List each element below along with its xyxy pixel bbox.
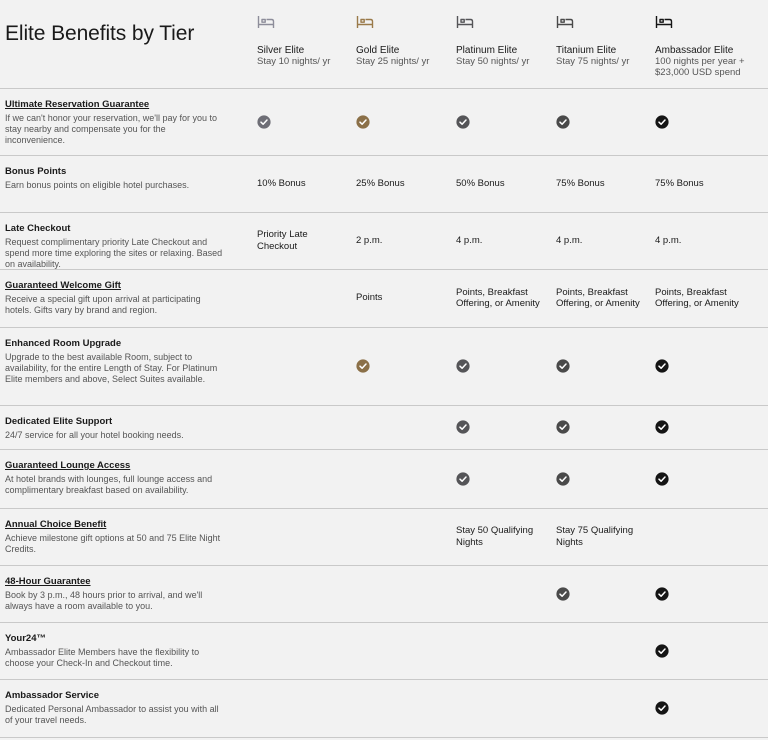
check-icon <box>655 472 669 486</box>
benefit-row <box>0 212 768 269</box>
benefit-row <box>0 622 768 679</box>
tier-requirement: Stay 75 nights/ yr <box>556 56 630 67</box>
check-icon <box>556 420 570 434</box>
benefit-value: 4 p.m. <box>556 234 583 246</box>
check-icon <box>456 420 470 434</box>
check-icon <box>655 587 669 601</box>
check-icon <box>556 472 570 486</box>
check-icon <box>456 115 470 129</box>
benefit-row <box>0 88 768 155</box>
benefit-title: Enhanced Room Upgrade <box>5 338 122 349</box>
benefit-value: Priority Late Checkout <box>257 229 308 252</box>
benefit-value: Stay 50 Qualifying Nights <box>456 525 534 548</box>
benefit-description: Upgrade to the best available Room, subject to availability, for the entire Length of Stay. For Platinum Elite members and above, Select Suites available. <box>5 352 218 384</box>
benefit-title: Bonus Points <box>5 166 67 177</box>
check-icon <box>356 115 370 129</box>
check-icon <box>655 420 669 434</box>
benefit-row <box>0 679 768 737</box>
tier-requirement: Stay 10 nights/ yr <box>257 56 331 67</box>
check-icon <box>655 359 669 373</box>
benefit-description: 24/7 service for all your hotel booking needs. <box>5 430 184 440</box>
benefit-title-link[interactable]: Guaranteed Lounge Access <box>5 460 131 471</box>
benefit-row <box>0 405 768 449</box>
benefit-value: Points, Breakfast Offering, or Amenity <box>655 286 739 309</box>
benefit-description: If we can't honor your reservation, we'll pay for you to stay nearby and compensate you for the inconvenience. <box>5 113 218 145</box>
benefit-value: Points, Breakfast Offering, or Amenity <box>556 286 640 309</box>
check-icon <box>356 359 370 373</box>
benefit-description: At hotel brands with lounges, full lounge access and complimentary breakfast based on availability. <box>5 474 213 495</box>
benefit-description: Book by 3 p.m., 48 hours prior to arrival, and we'll always have a room available to you. <box>5 590 203 611</box>
benefit-value: 75% Bonus <box>655 177 704 189</box>
tier-requirement: Stay 25 nights/ yr <box>356 56 430 67</box>
row-divider <box>0 737 768 738</box>
benefit-row <box>0 155 768 212</box>
bed-icon <box>655 14 673 30</box>
benefit-title-link[interactable]: Annual Choice Benefit <box>5 519 107 530</box>
benefit-value: 25% Bonus <box>356 177 405 189</box>
benefit-value: 4 p.m. <box>456 234 483 246</box>
benefit-description: Ambassador Elite Members have the flexibility to choose your Check-In and Checkout time. <box>5 647 200 668</box>
benefit-title-link[interactable]: Ultimate Reservation Guarantee <box>5 99 150 110</box>
bed-icon <box>257 14 275 30</box>
benefit-value: Points, Breakfast Offering, or Amenity <box>456 286 540 309</box>
benefit-title: Ambassador Service <box>5 690 99 701</box>
benefit-row <box>0 449 768 508</box>
check-icon <box>257 115 271 129</box>
bed-icon <box>556 14 574 30</box>
check-icon <box>655 115 669 129</box>
tier-requirement: 100 nights per year + $23,000 USD spend <box>655 56 745 78</box>
tier-name: Gold Elite <box>356 45 400 56</box>
benefit-description: Earn bonus points on eligible hotel purchases. <box>5 180 190 190</box>
benefit-title: Dedicated Elite Support <box>5 416 113 427</box>
benefit-title-link[interactable]: 48-Hour Guarantee <box>5 576 91 587</box>
check-icon <box>655 701 669 715</box>
check-icon <box>556 115 570 129</box>
benefit-value: 2 p.m. <box>356 234 383 246</box>
check-icon <box>556 587 570 601</box>
tier-name: Silver Elite <box>257 45 305 56</box>
benefit-value: 4 p.m. <box>655 234 682 246</box>
tier-name: Ambassador Elite <box>655 45 734 56</box>
benefit-description: Request complimentary priority Late Checkout and spend more time exploring the sites or relaxing. Based on availability. <box>5 237 223 269</box>
benefit-value: 50% Bonus <box>456 177 505 189</box>
benefit-description: Dedicated Personal Ambassador to assist you with all of your travel needs. <box>5 704 219 725</box>
check-icon <box>556 359 570 373</box>
benefit-row <box>0 269 768 327</box>
benefit-value: Stay 75 Qualifying Nights <box>556 525 634 548</box>
page-title: Elite Benefits by Tier <box>5 22 195 45</box>
check-icon <box>456 472 470 486</box>
tier-name: Titanium Elite <box>556 45 617 56</box>
benefit-row <box>0 565 768 622</box>
bed-icon <box>456 14 474 30</box>
benefit-description: Achieve milestone gift options at 50 and 75 Elite Night Credits. <box>5 533 221 554</box>
table-header <box>0 0 768 88</box>
benefit-row <box>0 508 768 565</box>
benefit-value: 75% Bonus <box>556 177 605 189</box>
benefit-row <box>0 327 768 405</box>
benefit-title: Late Checkout <box>5 223 71 234</box>
benefit-title-link[interactable]: Guaranteed Welcome Gift <box>5 280 121 291</box>
benefit-description: Receive a special gift upon arrival at participating hotels. Gifts vary by brand and region. <box>5 294 201 315</box>
benefit-title: Your24™ <box>5 633 47 644</box>
tier-name: Platinum Elite <box>456 45 518 56</box>
tier-requirement: Stay 50 nights/ yr <box>456 56 530 67</box>
benefit-value: 10% Bonus <box>257 177 306 189</box>
benefit-value: Points <box>356 292 383 303</box>
check-icon <box>456 359 470 373</box>
bed-icon <box>356 14 374 30</box>
check-icon <box>655 644 669 658</box>
